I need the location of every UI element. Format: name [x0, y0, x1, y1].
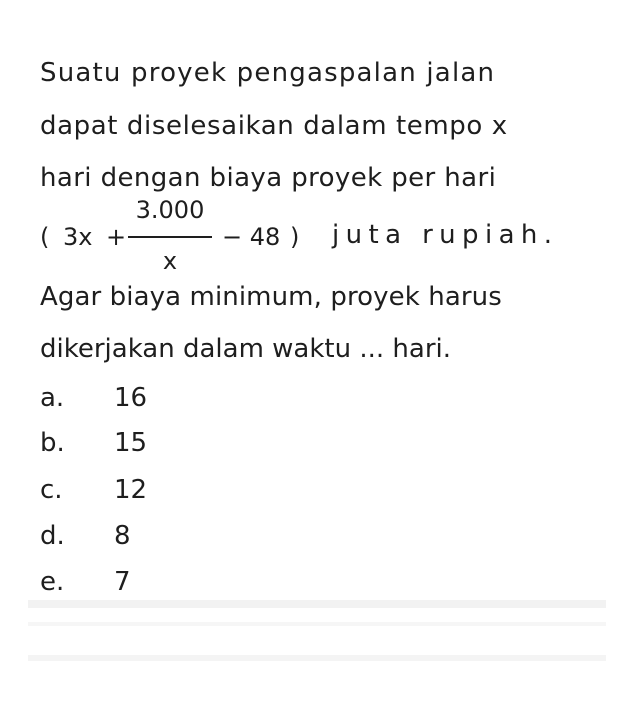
option-label: e. [40, 567, 65, 597]
option-value: 7 [114, 567, 131, 597]
option-value: 16 [114, 383, 148, 413]
question-line-2: dapat diselesaikan dalam tempo x [40, 111, 508, 141]
cost-formula [40, 196, 600, 278]
fraction-numerator: 3.000 [135, 196, 205, 224]
option-label: a. [40, 383, 65, 413]
question-line-1: Suatu proyek pengaspalan jalan [40, 58, 496, 88]
question-line-6: dikerjakan dalam waktu ... hari. [40, 334, 451, 364]
option-label: c. [40, 475, 63, 505]
formula-fraction [126, 196, 214, 278]
option-label: b. [40, 428, 65, 458]
formula-minus-48: − 48 [222, 223, 281, 251]
formula-unit-text: juta rupiah. [332, 220, 559, 250]
scan-artifact [28, 600, 606, 608]
option-value: 8 [114, 521, 131, 551]
fraction-denominator: x [162, 247, 178, 275]
question-line-5: Agar biaya minimum, proyek harus [40, 282, 502, 312]
formula-open-paren: ( [40, 223, 50, 251]
formula-close-paren: ) [290, 223, 300, 251]
question-line-3: hari dengan biaya proyek per hari [40, 163, 497, 193]
fraction-bar [128, 236, 212, 238]
option-label: d. [40, 521, 65, 551]
formula-term-3x: 3x [63, 223, 93, 251]
scan-artifact [28, 655, 606, 661]
option-value: 15 [114, 428, 148, 458]
scan-artifact [28, 622, 606, 626]
option-value: 12 [114, 475, 148, 505]
formula-plus-sign: + [106, 223, 127, 251]
